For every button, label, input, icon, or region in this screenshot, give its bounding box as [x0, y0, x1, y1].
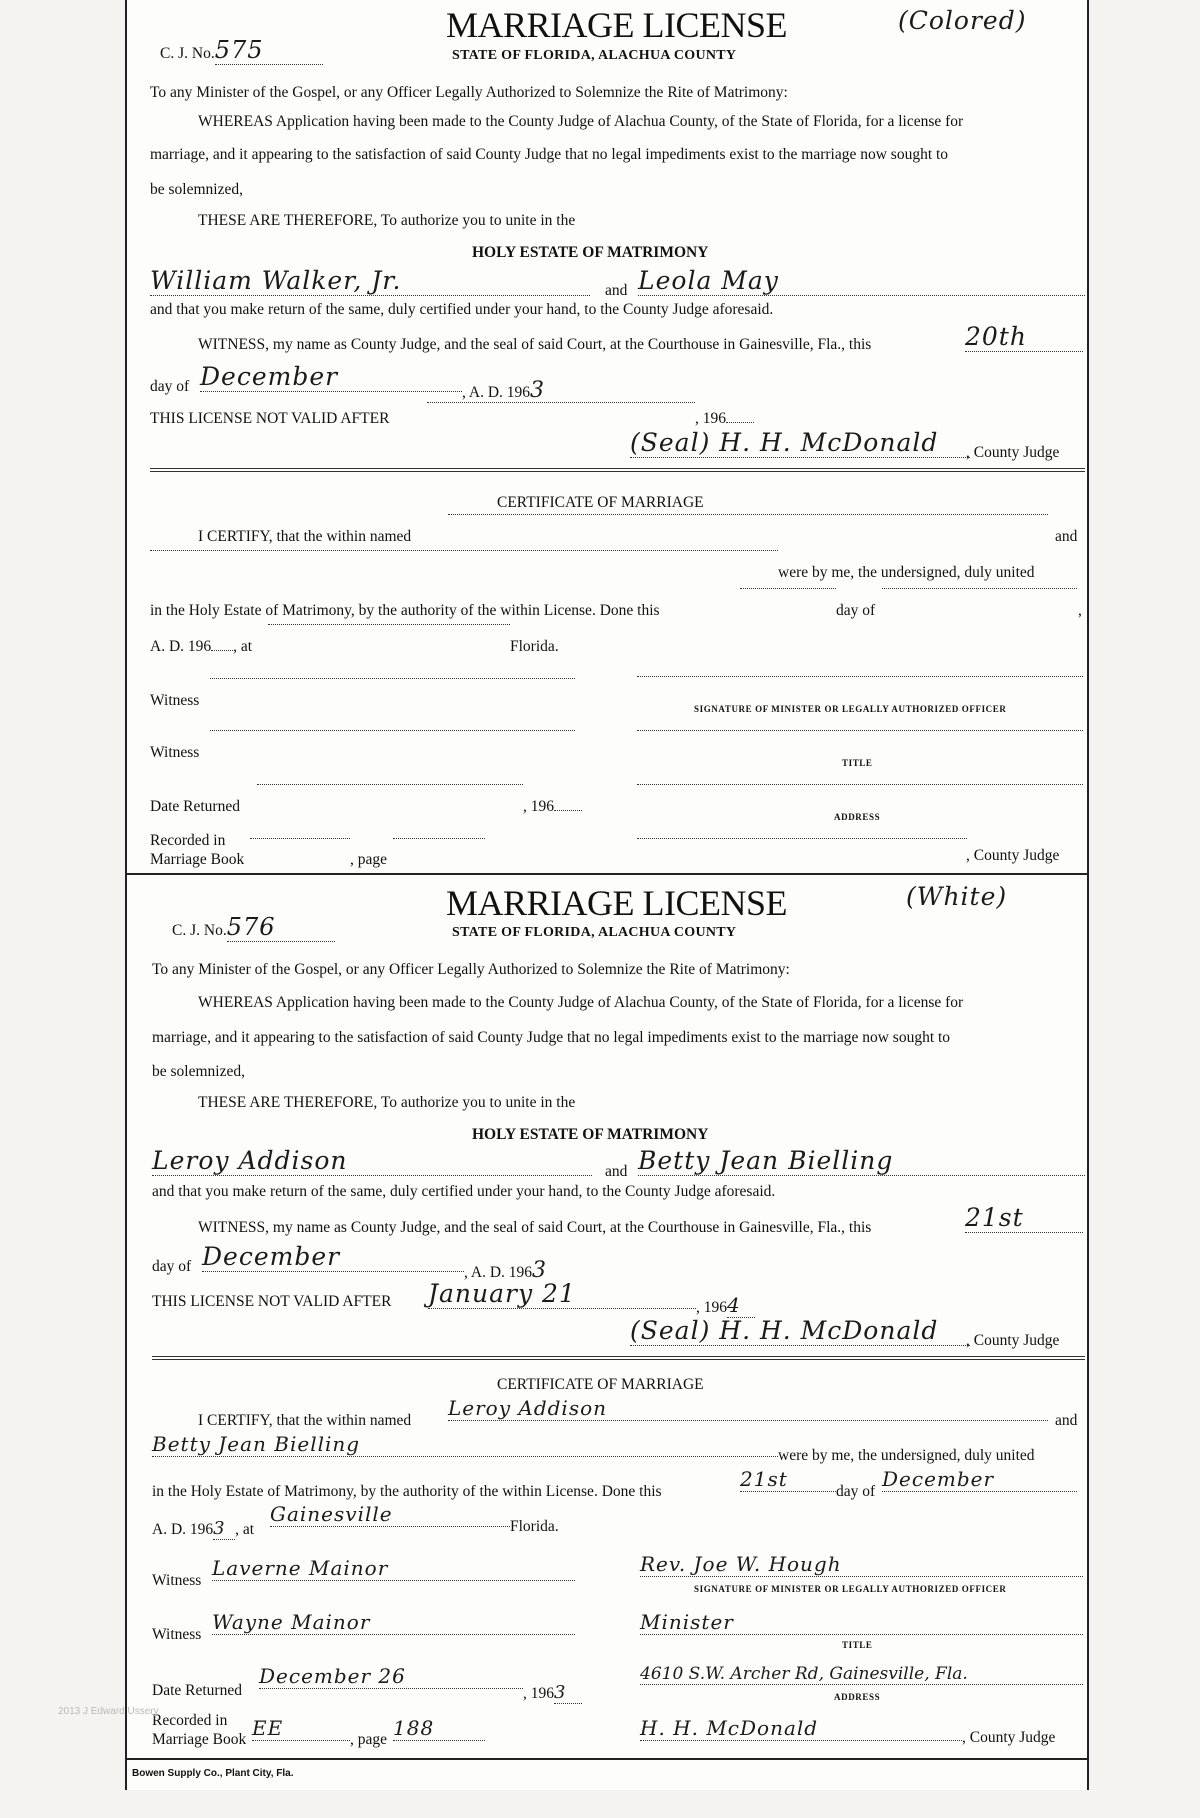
bottom-border [125, 1758, 1087, 1760]
county-judge-label: , County Judge [966, 847, 1060, 864]
person1-name [448, 514, 1048, 515]
license-year-value: 3 [532, 1258, 548, 1283]
ad-year-value: 3 [213, 1518, 235, 1540]
not-valid-label: THIS LICENSE NOT VALID AFTER [152, 1293, 392, 1310]
book-value [250, 838, 350, 839]
watermark: 2013 J Edward Ussery [58, 1706, 159, 1717]
minister-label: SIGNATURE OF MINISTER OR LEGALLY AUTHORIZED OFFICER [694, 704, 1007, 714]
date-returned-value: December 26 [259, 1664, 523, 1689]
and-label: and [1055, 1412, 1078, 1429]
not-valid-value: January 21 [428, 1279, 696, 1309]
ad-label: , A. D. 1963 [462, 378, 546, 403]
ad-label: A. D. 196 , at [150, 638, 253, 655]
cj-number-label: C. J. No.575 [160, 36, 323, 65]
done-day-value: 21st [740, 1467, 836, 1492]
day-of-label: day of [152, 1258, 192, 1275]
day-of-label: day of [836, 602, 876, 619]
license-month-value: December [202, 1242, 464, 1272]
cj-number-value: 576 [227, 913, 335, 942]
license-year-value: 3 [530, 378, 546, 403]
minister-signature: Rev. Joe W. Hough [640, 1552, 1083, 1577]
address-value [637, 784, 1083, 785]
judge-signature: (Seal) H. H. McDonald [630, 1316, 970, 1346]
date-returned-label: Date Returned [152, 1682, 242, 1699]
license-annotation: (White) [906, 882, 1008, 911]
title-label: TITLE [842, 758, 873, 768]
recorder-signature [637, 838, 967, 839]
license-title: MARRIAGE LICENSE [446, 5, 787, 45]
witness-line: WITNESS, my name as County Judge, and the seal of said Court, at the Courthouse in Gainesville, Fla., this [198, 1219, 872, 1236]
returned-year-value [554, 810, 582, 811]
county-judge-label: , County Judge [966, 444, 1060, 461]
marriage-book-label: Marriage Book [152, 1731, 247, 1748]
comma: , [1078, 602, 1082, 619]
whereas-line-2: marriage, and it appearing to the satisfaction of said County Judge that no legal impediments exist to the marriage now sought to [150, 146, 949, 163]
officer-title-value: Minister [640, 1610, 1083, 1635]
returned-year-value: 3 [554, 1682, 582, 1704]
therefore-line: THESE ARE THEREFORE, To authorize you to unite in the [198, 1094, 576, 1111]
page-value: 188 [393, 1716, 485, 1741]
whereas-line-1: WHEREAS Application having been made to the County Judge of Alachua County, of the State of Florida, for a license for [198, 113, 964, 130]
witness2-name [210, 730, 575, 731]
address-label: ADDRESS [834, 1692, 881, 1702]
person2-name: Betty Jean Bielling [152, 1432, 778, 1457]
witness1-name [210, 678, 575, 679]
license-month-value: December [200, 362, 462, 392]
page-value [393, 838, 485, 839]
whereas-line-3: be solemnized, [150, 181, 243, 198]
united-label: were by me, the undersigned, duly united [778, 1447, 1035, 1464]
done-month-value [882, 588, 1077, 589]
recorded-label: Recorded in [150, 832, 226, 849]
and-label: and [605, 1163, 628, 1180]
returned-year-label: , 196 [523, 798, 582, 816]
date-returned-value [257, 784, 523, 785]
section-divider [152, 1356, 1085, 1360]
cj-number-label: C. J. No.576 [172, 913, 335, 942]
county-judge-label: , County Judge [962, 1729, 1056, 1746]
groom-name: Leroy Addison [152, 1146, 592, 1176]
license-day-value: 21st [965, 1203, 1083, 1233]
minister-signature [637, 676, 1083, 677]
groom-name: William Walker, Jr. [150, 266, 590, 296]
united-label: were by me, the undersigned, duly united [778, 564, 1035, 581]
witness-label-2: Witness [152, 1626, 202, 1643]
marriage-book-label: Marriage Book [150, 851, 245, 868]
county-judge-label: , County Judge [966, 1332, 1060, 1349]
witness-line: WITNESS, my name as County Judge, and the seal of said Court, at the Courthouse in Gainesville, Fla., this [198, 336, 872, 353]
license-subtitle: STATE OF FLORIDA, ALACHUA COUNTY [452, 925, 737, 940]
witness-label-1: Witness [152, 1572, 202, 1589]
not-valid-year-label: , 196 [695, 410, 754, 428]
holy-estate-heading: HOLY ESTATE OF MATRIMONY [472, 244, 709, 261]
license-separator [125, 873, 1087, 875]
ad-year-value [211, 650, 233, 651]
holy-estate-heading: HOLY ESTATE OF MATRIMONY [472, 1126, 709, 1143]
not-valid-value [427, 402, 695, 403]
done-day-value [740, 588, 836, 589]
certificate-title: CERTIFICATE OF MARRIAGE [497, 494, 704, 511]
not-valid-year-value: 4 [727, 1293, 755, 1318]
witness1-name: Laverne Mainor [212, 1556, 575, 1581]
witness-label-2: Witness [150, 744, 200, 761]
bride-name: Leola May [638, 266, 1085, 296]
return-line: and that you make return of the same, duly certified under your hand, to the County Judge aforesaid. [150, 301, 774, 318]
person1-name: Leroy Addison [448, 1396, 1048, 1421]
license-annotation: (Colored) [898, 6, 1027, 35]
day-of-label: day of [836, 1483, 876, 1500]
returned-year-label: , 1963 [523, 1682, 582, 1704]
book-value: EE [252, 1716, 350, 1741]
not-valid-year-label: , 1964 [696, 1293, 755, 1318]
certify-label: I CERTIFY, that the within named [198, 528, 412, 545]
ad-label: A. D. 1963 , at [152, 1518, 255, 1539]
license-title: MARRIAGE LICENSE [446, 883, 787, 923]
address-value: 4610 S.W. Archer Rd, Gainesville, Fla. [640, 1664, 1083, 1685]
person2-name [150, 550, 778, 551]
not-valid-year-value [726, 422, 754, 423]
page-label: , page [350, 851, 388, 868]
florida-label: Florida. [510, 638, 559, 655]
judge-signature: (Seal) H. H. McDonald [630, 428, 970, 458]
authority-label: in the Holy Estate of Matrimony, by the authority of the within License. Done this [152, 1483, 662, 1500]
place-value: Gainesville [270, 1502, 510, 1527]
return-line: and that you make return of the same, duly certified under your hand, to the County Judge aforesaid. [152, 1183, 776, 1200]
officer-title-value [637, 730, 1083, 731]
place-value [268, 624, 510, 625]
day-of-label: day of [150, 378, 190, 395]
whereas-line-2: marriage, and it appearing to the satisfaction of said County Judge that no legal impediments exist to the marriage now sought to [152, 1029, 951, 1046]
license-day-value: 20th [965, 322, 1083, 352]
ad-label: , A. D. 1963 [464, 1258, 548, 1283]
bride-name: Betty Jean Bielling [638, 1146, 1085, 1176]
cj-number-value: 575 [215, 36, 323, 65]
certificate-title: CERTIFICATE OF MARRIAGE [497, 1376, 704, 1393]
address-line: To any Minister of the Gospel, or any Officer Legally Authorized to Solemnize the Rite of Matrimony: [150, 84, 788, 101]
not-valid-label: THIS LICENSE NOT VALID AFTER [150, 410, 390, 427]
and-label: and [605, 282, 628, 299]
title-label: TITLE [842, 1640, 873, 1650]
authority-label: in the Holy Estate of Matrimony, by the authority of the within License. Done this [150, 602, 660, 619]
page-label: , page [350, 1731, 388, 1748]
witness2-name: Wayne Mainor [212, 1610, 575, 1635]
license-subtitle: STATE OF FLORIDA, ALACHUA COUNTY [452, 48, 737, 63]
printer-credit: Bowen Supply Co., Plant City, Fla. [132, 1768, 294, 1779]
section-divider [150, 468, 1085, 472]
address-label: ADDRESS [834, 812, 881, 822]
recorded-label: Recorded in [152, 1712, 228, 1729]
date-returned-label: Date Returned [150, 798, 240, 815]
and-label: and [1055, 528, 1078, 545]
certify-label: I CERTIFY, that the within named [198, 1412, 412, 1429]
whereas-line-1: WHEREAS Application having been made to the County Judge of Alachua County, of the State of Florida, for a license for [198, 994, 964, 1011]
recorder-signature: H. H. McDonald [640, 1716, 962, 1741]
address-line: To any Minister of the Gospel, or any Officer Legally Authorized to Solemnize the Rite of Matrimony: [152, 961, 790, 978]
minister-label: SIGNATURE OF MINISTER OR LEGALLY AUTHORIZED OFFICER [694, 1584, 1007, 1594]
whereas-line-3: be solemnized, [152, 1063, 245, 1080]
done-month-value: December [882, 1467, 1077, 1492]
witness-label-1: Witness [150, 692, 200, 709]
therefore-line: THESE ARE THEREFORE, To authorize you to unite in the [198, 212, 576, 229]
florida-label: Florida. [510, 1518, 559, 1535]
